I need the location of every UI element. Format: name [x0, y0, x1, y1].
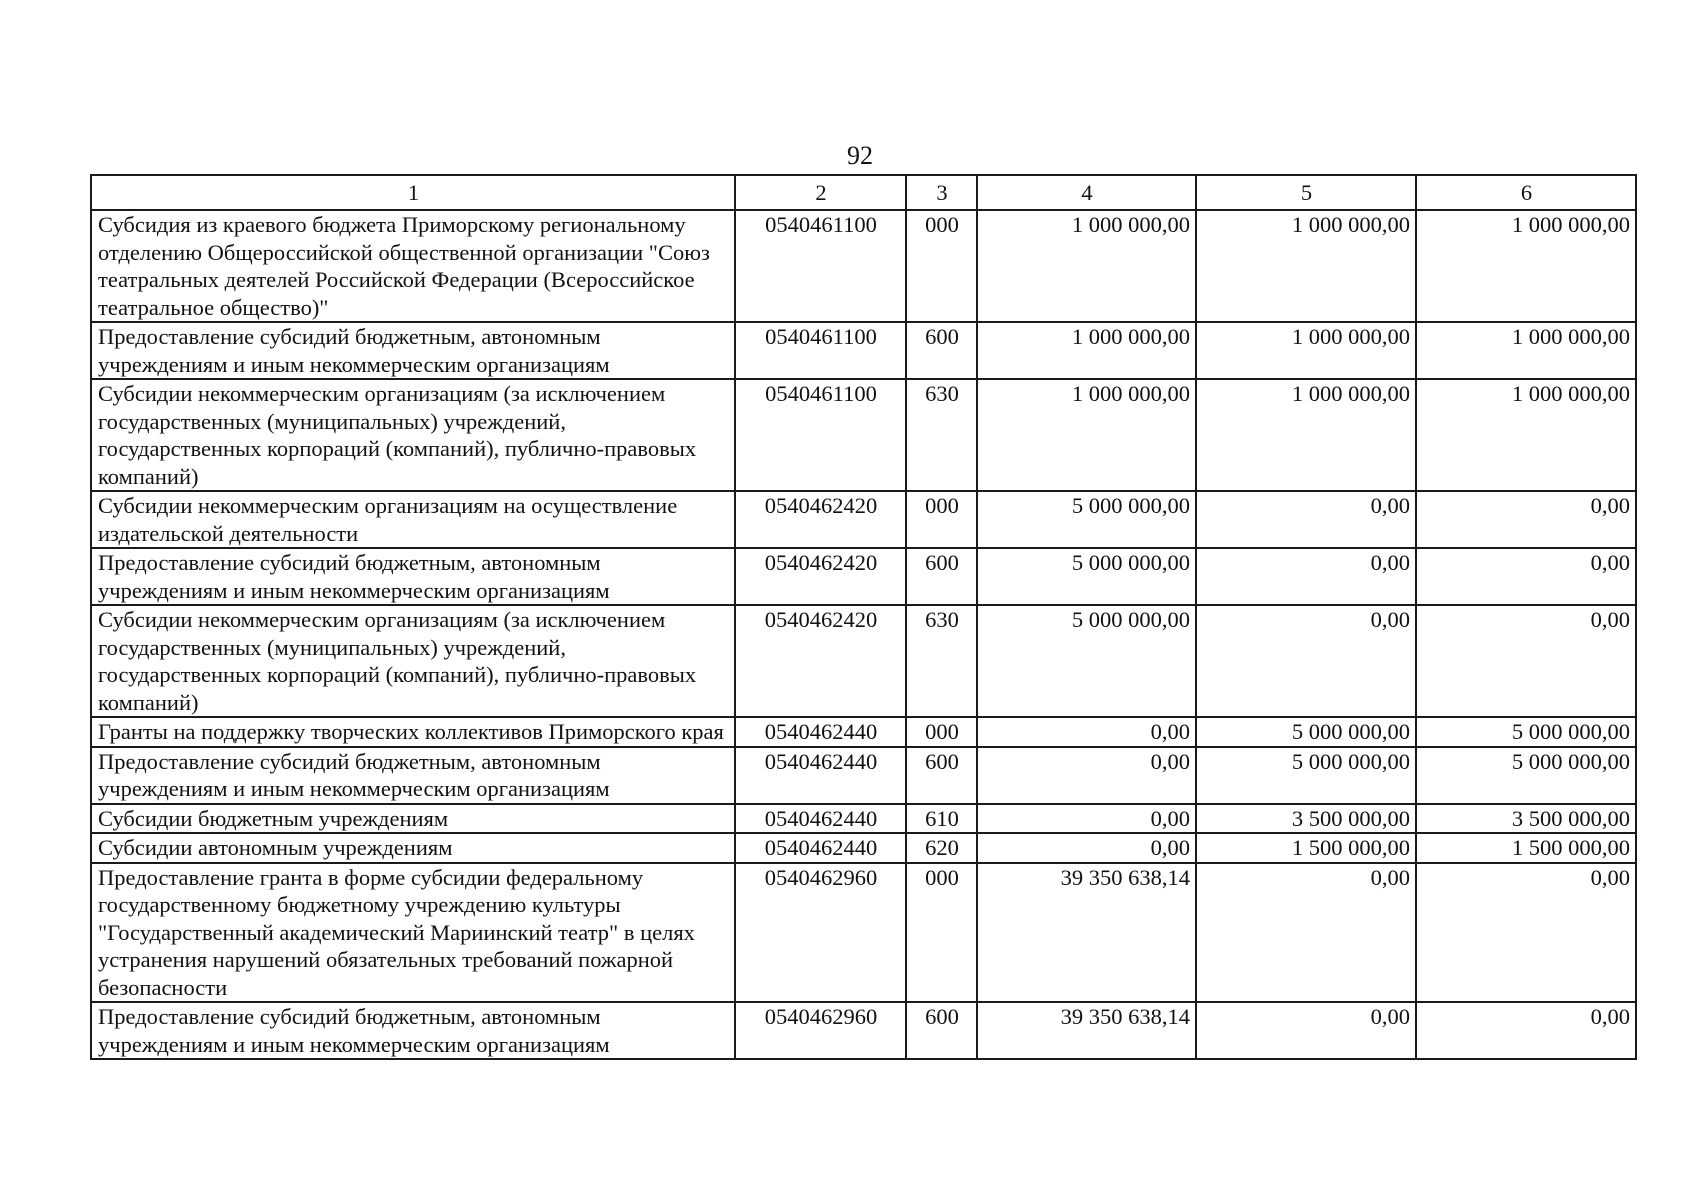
- amount-col-6: 0,00: [1416, 863, 1636, 1003]
- amount-col-4: 39 350 638,14: [977, 1002, 1196, 1059]
- table-row: [91, 804, 1636, 834]
- amount-col-4: 1 000 000,00: [977, 210, 1196, 322]
- item-name: Предоставление субсидий бюджетным, автономным учреждениям и иным некоммерческим организациям: [91, 322, 735, 379]
- page-number: 92: [847, 141, 873, 170]
- amount-col-5: 0,00: [1196, 491, 1416, 548]
- table-row: [91, 863, 1636, 1003]
- item-name: Субсидии некоммерческим организациям (за исключением государственных (муниципальных) учреждений, государственных корпораций (компаний), публично-правовых компаний): [91, 379, 735, 491]
- amount-col-6: 1 000 000,00: [1416, 379, 1636, 491]
- table-row: [91, 605, 1636, 717]
- table-row: [91, 747, 1636, 804]
- target-code: 0540462420: [735, 491, 906, 548]
- amount-col-5: 1 000 000,00: [1196, 379, 1416, 491]
- amount-col-4: 5 000 000,00: [977, 491, 1196, 548]
- amount-col-4: 0,00: [977, 833, 1196, 863]
- amount-col-6: 3 500 000,00: [1416, 804, 1636, 834]
- target-code: 0540461100: [735, 210, 906, 322]
- amount-col-4: 5 000 000,00: [977, 548, 1196, 605]
- amount-col-6: 1 000 000,00: [1416, 210, 1636, 322]
- amount-col-5: 1 500 000,00: [1196, 833, 1416, 863]
- expense-type-code: 630: [906, 605, 977, 717]
- target-code: 0540462440: [735, 747, 906, 804]
- item-name: Субсидии бюджетным учреждениям: [91, 804, 735, 834]
- expense-type-code: 610: [906, 804, 977, 834]
- amount-col-5: 3 500 000,00: [1196, 804, 1416, 834]
- amount-col-4: 1 000 000,00: [977, 322, 1196, 379]
- expense-type-code: 630: [906, 379, 977, 491]
- table-row: [91, 1002, 1636, 1059]
- amount-col-5: 1 000 000,00: [1196, 322, 1416, 379]
- table-row: [91, 717, 1636, 747]
- column-header-2: 2: [735, 175, 906, 210]
- item-name: Предоставление гранта в форме субсидии федеральному государственному бюджетному учреждению культуры "Государственный академический Мариинский театр" в целях устранения нарушений обязательных требований пожарной безопасности: [91, 863, 735, 1003]
- target-code: 0540462960: [735, 1002, 906, 1059]
- expense-type-code: 000: [906, 717, 977, 747]
- expense-type-code: 000: [906, 863, 977, 1003]
- table-row: [91, 379, 1636, 491]
- expense-type-code: 600: [906, 322, 977, 379]
- header-row: [91, 175, 1636, 210]
- amount-col-4: 1 000 000,00: [977, 379, 1196, 491]
- expense-type-code: 620: [906, 833, 977, 863]
- column-header-4: 4: [977, 175, 1196, 210]
- budget-table: [90, 174, 1637, 1060]
- item-name: Предоставление субсидий бюджетным, автономным учреждениям и иным некоммерческим организациям: [91, 548, 735, 605]
- column-header-6: 6: [1416, 175, 1636, 210]
- table-row: [91, 210, 1636, 322]
- amount-col-5: 0,00: [1196, 863, 1416, 1003]
- amount-col-6: 0,00: [1416, 491, 1636, 548]
- amount-col-6: 1 500 000,00: [1416, 833, 1636, 863]
- amount-col-6: 0,00: [1416, 605, 1636, 717]
- expense-type-code: 000: [906, 491, 977, 548]
- target-code: 0540462420: [735, 605, 906, 717]
- amount-col-4: 5 000 000,00: [977, 605, 1196, 717]
- target-code: 0540462420: [735, 548, 906, 605]
- expense-type-code: 600: [906, 747, 977, 804]
- amount-col-6: 0,00: [1416, 1002, 1636, 1059]
- amount-col-5: 1 000 000,00: [1196, 210, 1416, 322]
- table-row: [91, 322, 1636, 379]
- amount-col-5: 5 000 000,00: [1196, 717, 1416, 747]
- expense-type-code: 000: [906, 210, 977, 322]
- target-code: 0540461100: [735, 379, 906, 491]
- table-row: [91, 833, 1636, 863]
- amount-col-4: 0,00: [977, 804, 1196, 834]
- column-header-1: 1: [91, 175, 735, 210]
- item-name: Субсидии некоммерческим организациям (за исключением государственных (муниципальных) учреждений, государственных корпораций (компаний), публично-правовых компаний): [91, 605, 735, 717]
- amount-col-5: 0,00: [1196, 548, 1416, 605]
- target-code: 0540461100: [735, 322, 906, 379]
- amount-col-6: 1 000 000,00: [1416, 322, 1636, 379]
- item-name: Субсидии некоммерческим организациям на осуществление издательской деятельности: [91, 491, 735, 548]
- column-header-3: 3: [906, 175, 977, 210]
- target-code: 0540462440: [735, 804, 906, 834]
- expense-type-code: 600: [906, 548, 977, 605]
- amount-col-4: 0,00: [977, 747, 1196, 804]
- expense-type-code: 600: [906, 1002, 977, 1059]
- amount-col-4: 39 350 638,14: [977, 863, 1196, 1003]
- column-header-5: 5: [1196, 175, 1416, 210]
- table-row: [91, 491, 1636, 548]
- item-name: Предоставление субсидий бюджетным, автономным учреждениям и иным некоммерческим организациям: [91, 1002, 735, 1059]
- amount-col-5: 0,00: [1196, 1002, 1416, 1059]
- amount-col-6: 5 000 000,00: [1416, 747, 1636, 804]
- table-row: [91, 548, 1636, 605]
- amount-col-5: 5 000 000,00: [1196, 747, 1416, 804]
- item-name: Предоставление субсидий бюджетным, автономным учреждениям и иным некоммерческим организациям: [91, 747, 735, 804]
- target-code: 0540462440: [735, 833, 906, 863]
- item-name: Субсидия из краевого бюджета Приморскому региональному отделению Общероссийской общественной организации "Союз театральных деятелей Российской Федерации (Всероссийское театральное общество)": [91, 210, 735, 322]
- target-code: 0540462960: [735, 863, 906, 1003]
- amount-col-5: 0,00: [1196, 605, 1416, 717]
- item-name: Субсидии автономным учреждениям: [91, 833, 735, 863]
- amount-col-6: 0,00: [1416, 548, 1636, 605]
- item-name: Гранты на поддержку творческих коллективов Приморского края: [91, 717, 735, 747]
- amount-col-4: 0,00: [977, 717, 1196, 747]
- amount-col-6: 5 000 000,00: [1416, 717, 1636, 747]
- target-code: 0540462440: [735, 717, 906, 747]
